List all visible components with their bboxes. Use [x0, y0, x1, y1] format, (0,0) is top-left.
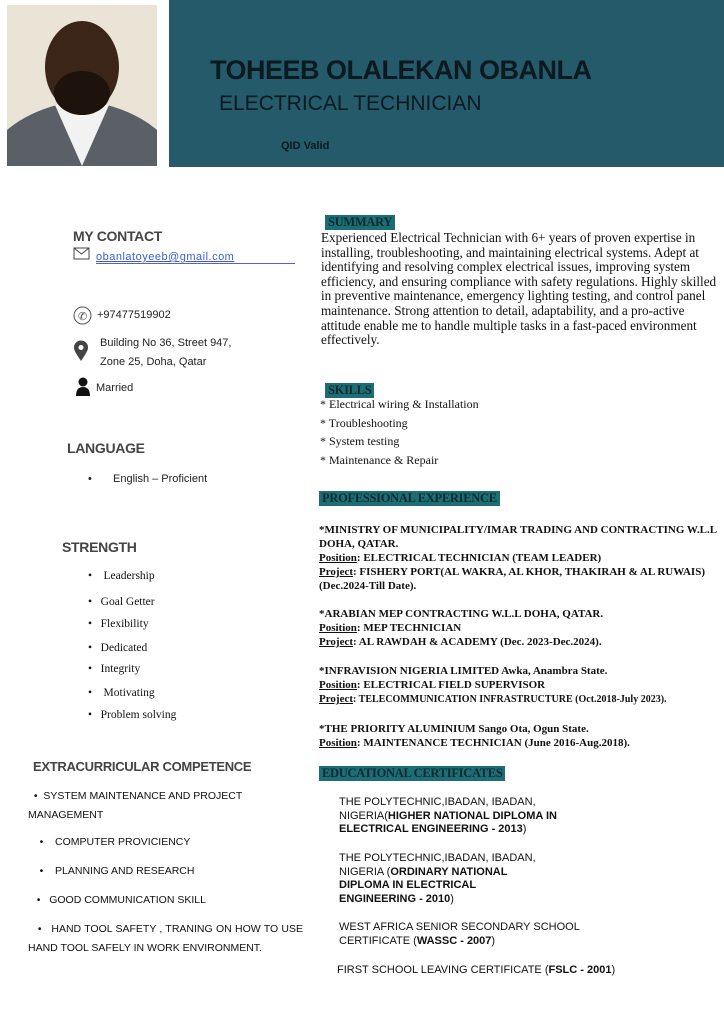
- language-heading: LANGUAGE: [67, 440, 145, 456]
- education-item: WEST AFRICA SENIOR SECONDARY SCHOOL CERTIFICATE (WASSC - 2007): [339, 921, 580, 947]
- email-icon: [73, 247, 90, 265]
- strength-item: • Integrity: [88, 663, 141, 675]
- education-item: THE POLYTECHNIC,IBADAN, IBADAN, NIGERIA (ORDINARY NATIONAL DIPLOMA IN ELECTRICAL ENGINEERING - 2010): [339, 852, 536, 905]
- language-bullet: •: [88, 473, 92, 485]
- skill-item: * Electrical wiring & Installation: [320, 397, 479, 411]
- summary-text: Experienced Electrical Technician with 6+ years of proven expertise in installing, troubleshooting, and maintaining electrical systems. Adept at identifying and resolving complex electrical issues, improving system efficiency, and ensuring compliance with safety regulations. Highly skilled in preventive maintenance, emergency lighting testing, and control panel maintenance. Strong attention to detail, adaptability, and a pro-active attitude enable me to handle multiple tasks in a fast-paced environment effectively.: [321, 230, 717, 348]
- strength-item: • Problem solving: [88, 709, 177, 721]
- position: Position: MAINTENANCE TECHNICIAN (June 2016-Aug.2018).: [319, 737, 630, 749]
- summary-heading: SUMMARY: [325, 215, 395, 230]
- project: Project: TELECOMMUNICATION INFRASTRUCTURE (Oct.2018-July 2023).: [319, 693, 667, 705]
- extracurricular-item: • HAND TOOL SAFETY , TRANING ON HOW TO USE HAND TOOL SAFELY IN WORK ENVIRONMENT.: [28, 923, 303, 954]
- experience-entry: [319, 722, 719, 750]
- education-item: FIRST SCHOOL LEAVING CERTIFICATE (FSLC - 2001): [337, 964, 616, 976]
- position: Position: ELECTRICAL FIELD SUPERVISOR: [319, 679, 546, 691]
- skill-item: * Troubleshooting: [320, 416, 408, 430]
- language-item: English – Proficient: [113, 473, 208, 485]
- education-heading: EDUCATIONAL CERTIFICATES: [319, 766, 505, 781]
- position: Position: ELECTRICAL TECHNICIAN (TEAM LEADER): [319, 552, 602, 564]
- marital-status: Married: [96, 382, 134, 394]
- position: Position: MEP TECHNICIAN: [319, 622, 462, 634]
- skill-item: * System testing: [320, 434, 400, 448]
- email-link[interactable]: obanlatoyeeb@gmail.com: [96, 251, 295, 264]
- skills-heading: SKILLS: [325, 383, 374, 398]
- strength-item: • Leadership: [88, 570, 155, 582]
- extracurricular-item: • GOOD COMMUNICATION SKILL: [28, 894, 206, 906]
- address-line1: Building No 36, Street 947,: [100, 337, 232, 349]
- company: *ARABIAN MEP CONTRACTING W.L.L DOHA, QATAR.: [319, 608, 604, 620]
- company: *THE PRIORITY ALUMINIUM Sango Ota, Ogun State.: [319, 723, 589, 735]
- education-item: THE POLYTECHNIC,IBADAN, IBADAN, NIGERIA(HIGHER NATIONAL DIPLOMA IN ELECTRICAL ENGINEERING - 2013): [339, 796, 557, 835]
- experience-entry: [319, 523, 719, 593]
- extracurricular-item: • SYSTEM MAINTENANCE AND PROJECT MANAGEMENT: [28, 790, 243, 821]
- experience-heading: PROFESSIONAL EXPERIENCE: [319, 491, 500, 506]
- candidate-name: TOHEEB OLALEKAN OBANLA: [210, 55, 592, 85]
- experience-entry: [319, 607, 719, 649]
- strength-item: • Flexibility: [88, 618, 149, 630]
- extracurricular-heading: EXTRACURRICULAR COMPETENCE: [33, 759, 252, 774]
- project: Project: AL RAWDAH & ACADEMY (Dec. 2023-Dec.2024).: [319, 636, 602, 648]
- company: *INFRAVISION NIGERIA LIMITED Awka, Anambra State.: [319, 665, 608, 677]
- strength-item: • Goal Getter: [88, 596, 155, 608]
- extracurricular-item: • COMPUTER PROVICIENCY: [28, 836, 191, 848]
- extracurricular-item: • PLANNING AND RESEARCH: [28, 865, 195, 877]
- company: *MINISTRY OF MUNICIPALITY/IMAR TRADING AND CONTRACTING W.L.L DOHA, QATAR.: [319, 524, 717, 550]
- phone-icon: [73, 306, 92, 330]
- location-icon: [73, 340, 89, 367]
- svg-text:✆: ✆: [78, 311, 88, 323]
- profile-photo: [7, 5, 157, 166]
- phone-number: +97477519902: [97, 309, 171, 321]
- qid-status: QID Valid: [281, 140, 330, 152]
- strength-heading: STRENGTH: [62, 539, 137, 555]
- project: Project: FISHERY PORT(AL WAKRA, AL KHOR, THAKIRAH & AL RUWAIS) (Dec.2024-Till Date).: [319, 566, 705, 592]
- person-icon: [75, 377, 91, 402]
- strength-item: • Motivating: [88, 687, 155, 699]
- contact-heading: MY CONTACT: [73, 228, 163, 244]
- experience-entry: [319, 664, 719, 707]
- skill-item: * Maintenance & Repair: [320, 453, 439, 467]
- address-line2: Zone 25, Doha, Qatar: [100, 356, 207, 368]
- job-title: ELECTRICAL TECHNICIAN: [219, 92, 482, 115]
- strength-item: • Dedicated: [88, 642, 148, 654]
